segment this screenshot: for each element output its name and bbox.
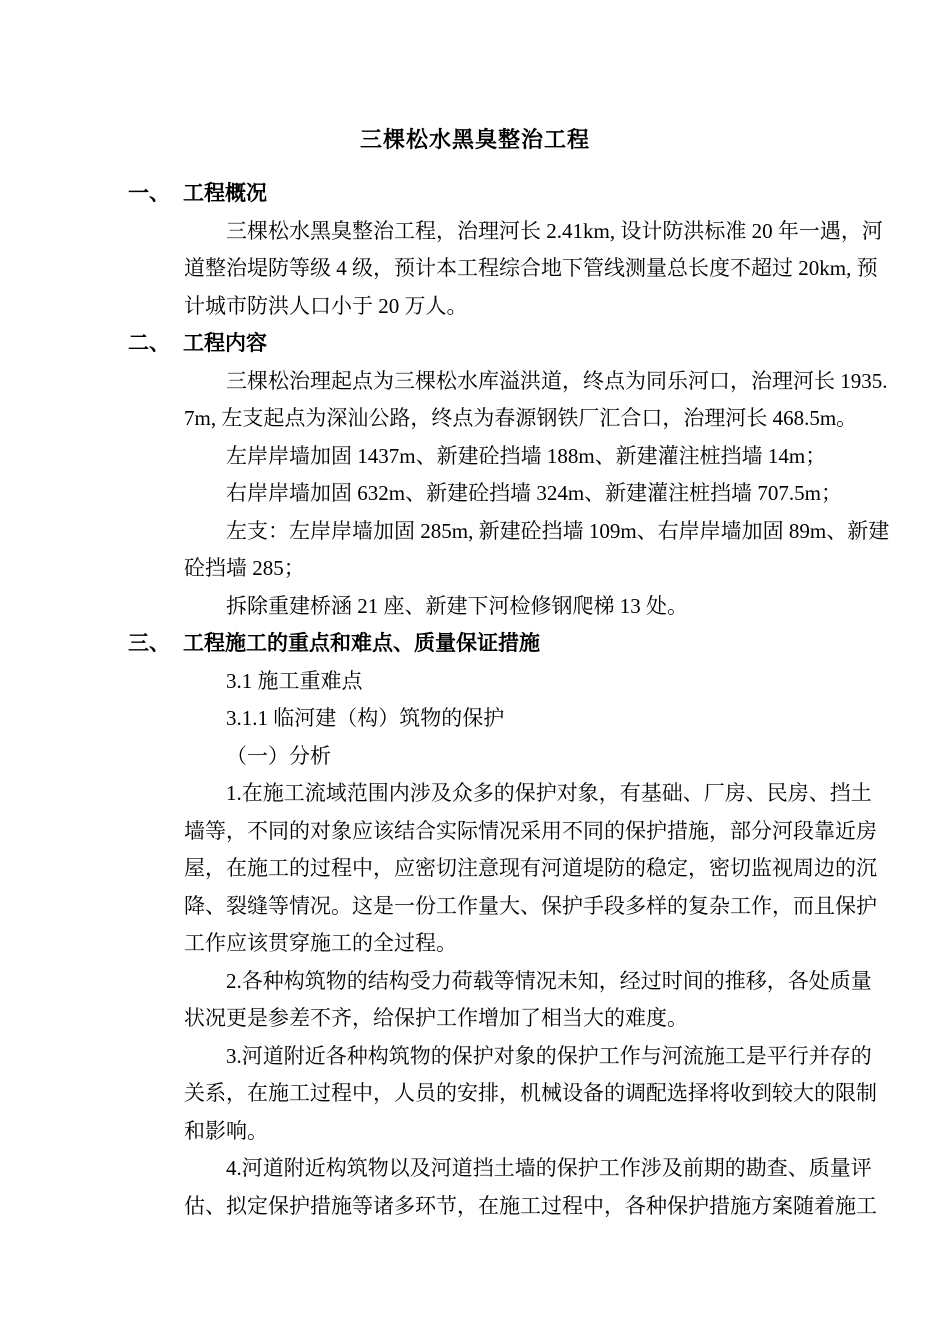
section-heading: 工程施工的重点和难点、质量保证措施	[183, 632, 540, 655]
section-number: 三、	[128, 632, 170, 655]
section-paragraphs	[128, 213, 892, 326]
paragraph: 3.1 施工重难点	[226, 668, 363, 693]
document-section	[128, 175, 892, 325]
section-number: 一、	[128, 182, 170, 205]
section-heading: 工程内容	[183, 332, 267, 355]
paragraph: 4.河道附近构筑物以及河道挡土墙的保护工作涉及前期的勘查、质量评估、拟定保护措施等诸多环节，在施工过程中，各种保护措施方案随着施工	[184, 1156, 877, 1218]
section-heading: 工程概况	[183, 182, 267, 205]
section-heading-row	[128, 175, 892, 213]
document-section	[128, 625, 892, 1225]
paragraph: 1.在施工流域范围内涉及众多的保护对象，有基础、厂房、民房、挡土墙等，不同的对象应该结合实际情况采用不同的保护措施，部分河段靠近房屋，在施工的过程中，应密切注意现有河道堤防的稳定，密切监视周边的沉降、裂缝等情况。这是一份工作量大、保护手段多样的复杂工作，而且保护工作应该贯穿施工的全过程。	[184, 781, 877, 955]
section-heading-row	[128, 625, 892, 663]
paragraph: 三棵松水黑臭整治工程，治理河长 2.41km, 设计防洪标准 20 年一遇，河道整治堤防等级 4 级，预计本工程综合地下管线测量总长度不超过 20km, 预计城市防洪人口小于 20 万人。	[184, 218, 883, 318]
document-title: 三棵松水黑臭整治工程	[359, 127, 590, 152]
section-number: 二、	[128, 332, 170, 355]
section-paragraphs	[128, 363, 892, 626]
paragraph: 2.各种构筑物的结构受力荷载等情况未知，经过时间的推移，各处质量状况更是参差不齐，给保护工作增加了相当大的难度。	[184, 968, 872, 1030]
paragraph: 左岸岸墙加固 1437m、新建砼挡墙 188m、新建灌注桩挡墙 14m；	[226, 443, 827, 468]
paragraph: 左支：左岸岸墙加固 285m, 新建砼挡墙 109m、右岸岸墙加固 89m、新建砼挡墙 285；	[184, 518, 890, 580]
section-heading-row	[128, 325, 892, 363]
document-body	[0, 175, 950, 1225]
document-section	[128, 325, 892, 625]
paragraph: （一）分析	[226, 743, 331, 768]
paragraph: 右岸岸墙加固 632m、新建砼挡墙 324m、新建灌注桩挡墙 707.5m；	[226, 481, 843, 505]
paragraph: 三棵松治理起点为三棵松水库溢洪道，终点为同乐河口，治理河长 1935.7m, 左支起点为深汕公路，终点为春源钢铁厂汇合口，治理河长 468.5m。	[184, 368, 888, 430]
section-paragraphs	[128, 663, 892, 1226]
paragraph: 3.河道附近各种构筑物的保护对象的保护工作与河流施工是平行并存的关系，在施工过程中，人员的安排，机械设备的调配选择将收到较大的限制和影响。	[184, 1043, 877, 1143]
paragraph: 拆除重建桥涵 21 座、新建下河检修钢爬梯 13 处。	[226, 593, 688, 618]
paragraph: 3.1.1 临河建（构）筑物的保护	[226, 706, 505, 730]
